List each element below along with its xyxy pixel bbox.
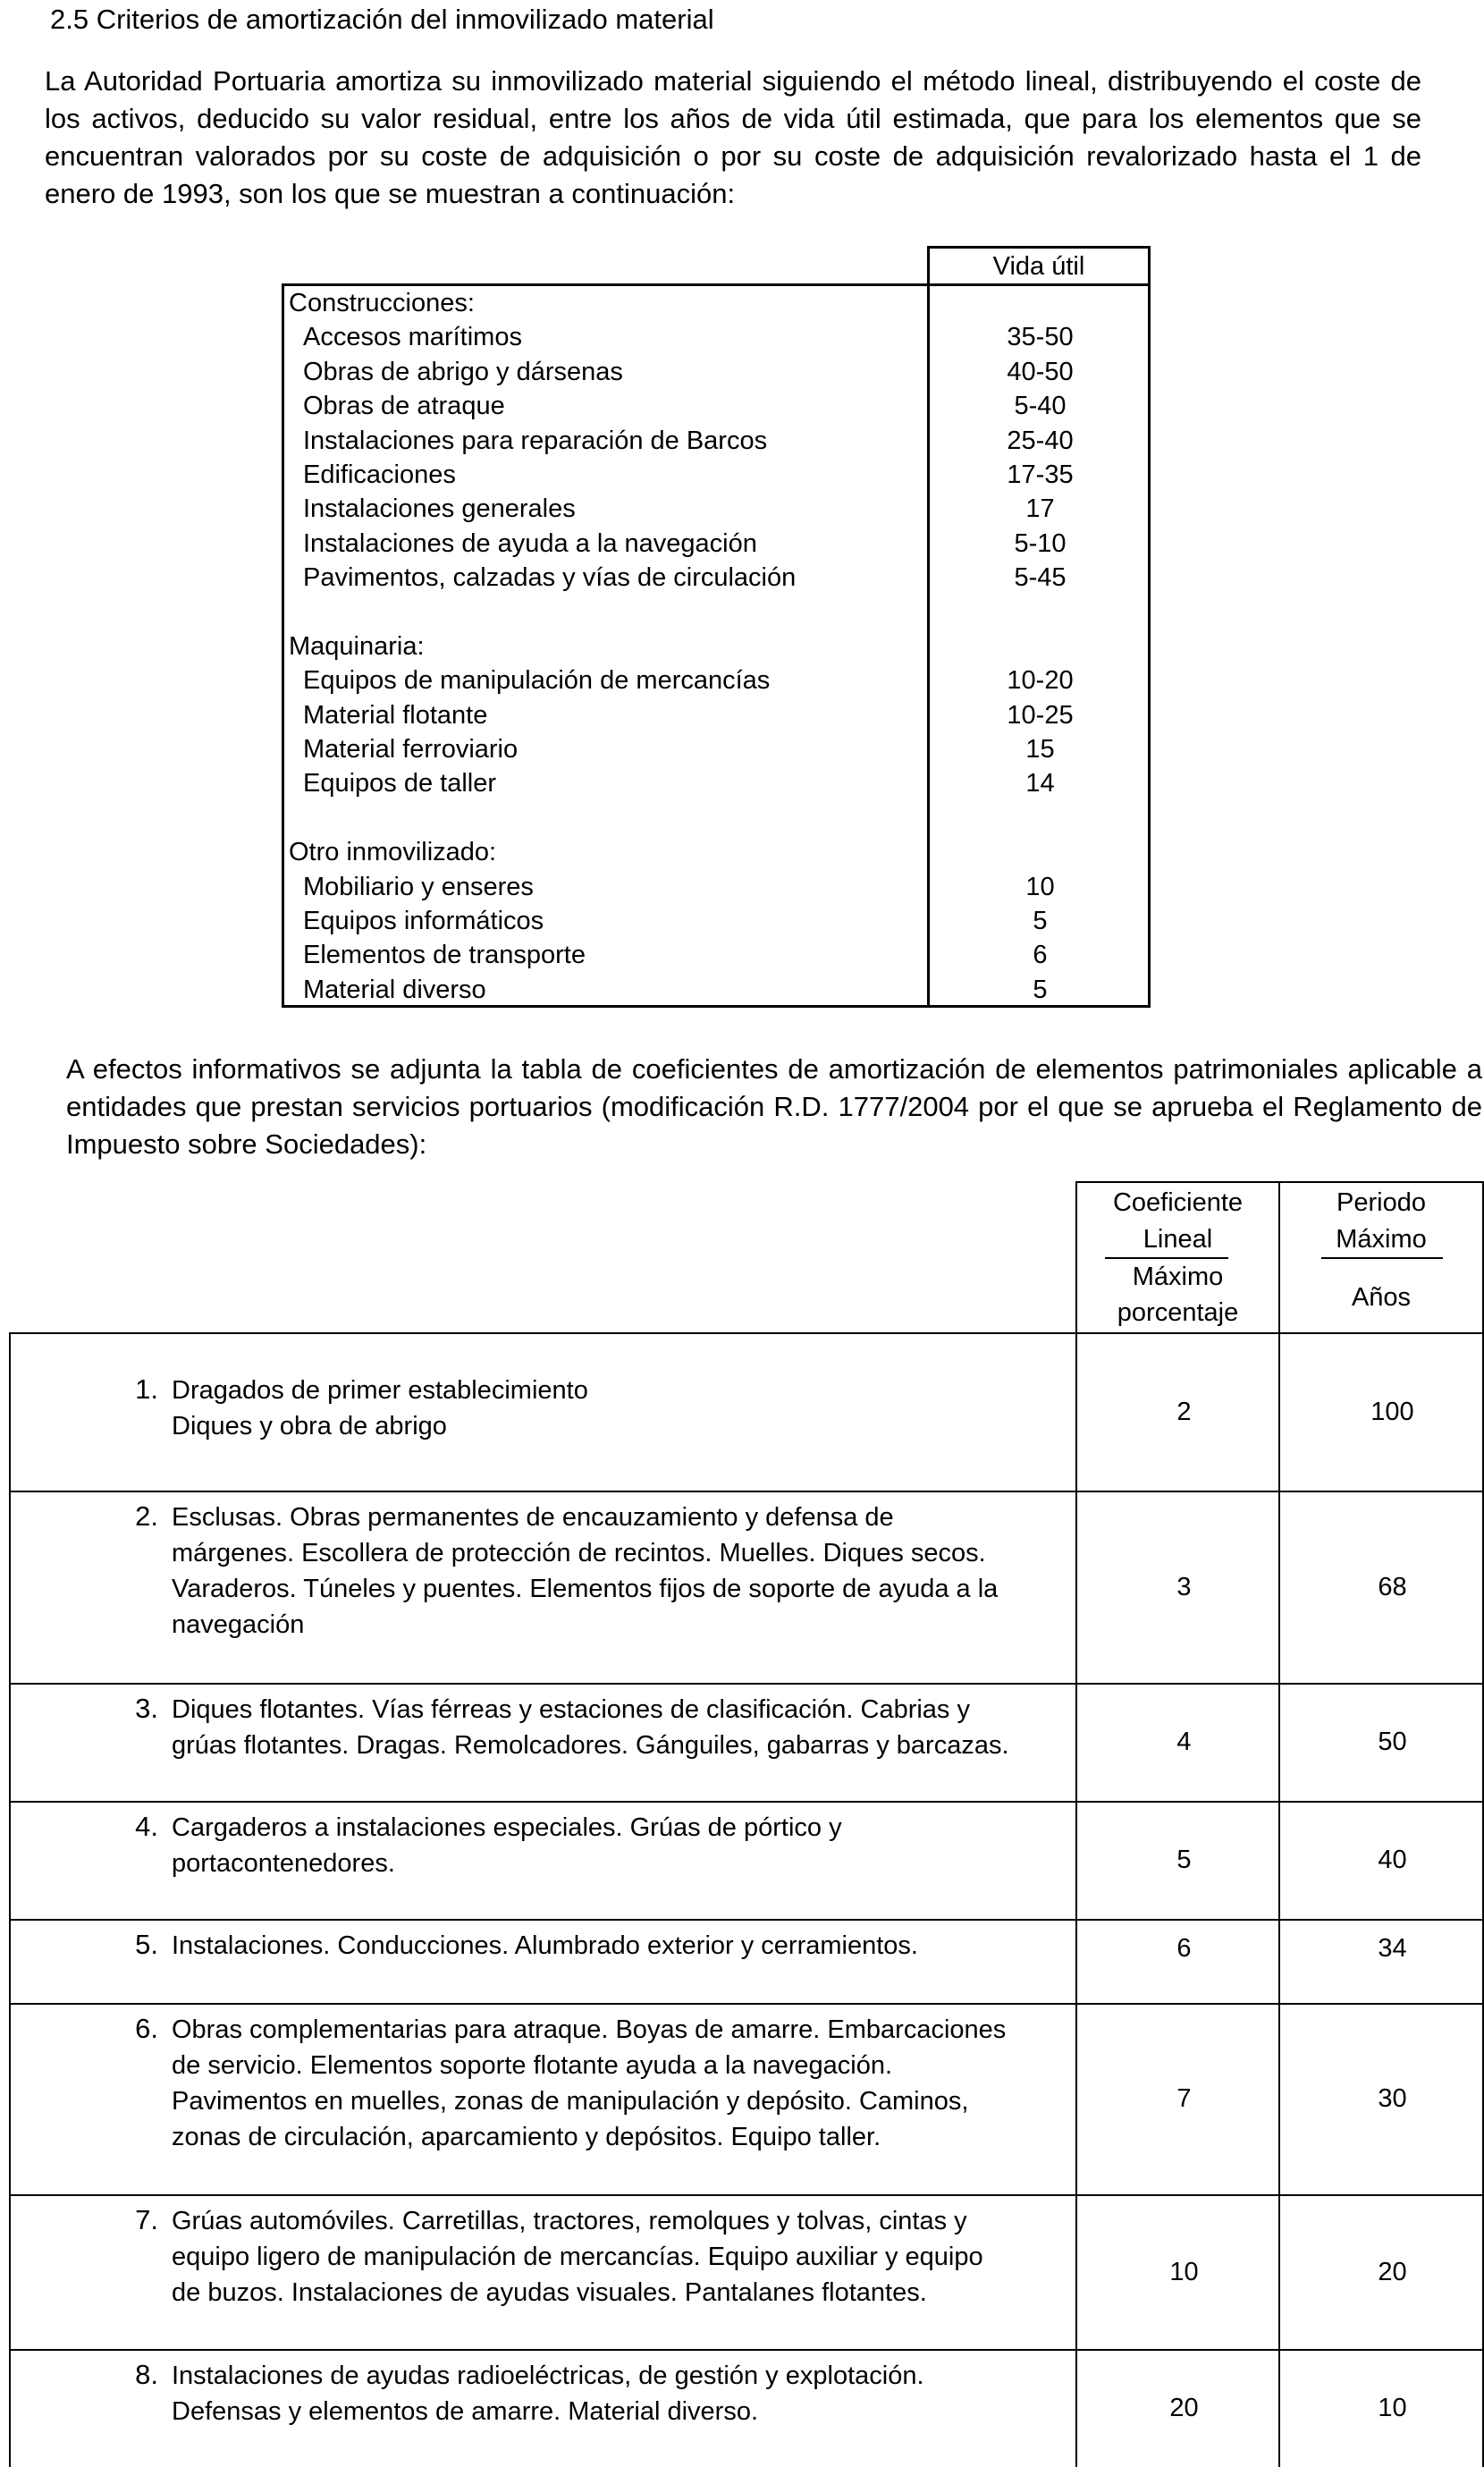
asset-label: Equipos de taller	[303, 769, 497, 798]
coefficient-value: 20	[1169, 2394, 1199, 2422]
asset-label: Material flotante	[303, 700, 488, 730]
asset-label: Mobiliario y enseres	[303, 872, 534, 901]
coef-header-1: Coeficiente	[1112, 1188, 1244, 1217]
asset-label: Instalaciones para reparación de Barcos	[303, 426, 768, 455]
description-line: Obras complementarias para atraque. Boyas de amarre. Embarcaciones	[172, 2015, 1007, 2044]
row-description	[172, 2012, 1075, 2155]
table-row	[11, 2194, 1484, 2349]
asset-label: Equipos informáticos	[303, 907, 544, 936]
useful-life-value: 25-40	[1007, 426, 1074, 455]
useful-life-value: 14	[1025, 769, 1055, 798]
row-number: 3.	[135, 1693, 158, 1724]
useful-life-value: 6	[1033, 941, 1048, 970]
asset-label: Equipos de manipulación de mercancías	[303, 666, 771, 696]
asset-label: Obras de atraque	[303, 392, 505, 421]
coefficient-value: 4	[1176, 1728, 1192, 1756]
row-number: 5.	[135, 1929, 158, 1960]
table-row	[11, 1801, 1484, 1919]
row-description	[172, 1692, 1075, 1763]
useful-life-value: 35-50	[1007, 323, 1074, 352]
period-value: 30	[1378, 2084, 1407, 2113]
table-row	[11, 2349, 1484, 2467]
period-header-1: Periodo	[1336, 1188, 1426, 1217]
period-value: 40	[1378, 1846, 1407, 1874]
description-line: Varaderos. Túneles y puentes. Elementos fijos de soporte de ayuda a la	[172, 1575, 999, 1603]
row-number: 2.	[135, 1500, 158, 1532]
description-line: de servicio. Elementos soporte flotante ayuda a la navegación.	[172, 2051, 893, 2080]
coefficient-value: 7	[1176, 2084, 1192, 2113]
description-line: Diques y obra de abrigo	[172, 1412, 447, 1440]
useful-life-header: Vida útil	[927, 246, 1151, 283]
period-value: 10	[1378, 2394, 1407, 2422]
header-underline	[1321, 1257, 1443, 1259]
useful-life-value: 10	[1025, 872, 1055, 901]
row-description	[172, 1500, 1075, 1643]
description-line: márgenes. Escollera de protección de recintos. Muelles. Diques secos.	[172, 1539, 986, 1567]
description-line: Defensas y elementos de amarre. Material diverso.	[172, 2397, 759, 2426]
description-line: Diques flotantes. Vías férreas y estaciones de clasificación. Cabrias y	[172, 1695, 970, 1724]
row-description	[172, 2358, 1075, 2429]
asset-label: Obras de abrigo y dársenas	[303, 357, 623, 386]
description-line: Cargaderos a instalaciones especiales. Grúas de pórtico y	[172, 1813, 842, 1842]
description-line: Instalaciones. Conducciones. Alumbrado exterior y cerramientos.	[172, 1931, 918, 1960]
row-number: 7.	[135, 2204, 158, 2235]
row-number: 1.	[135, 1373, 158, 1405]
row-description	[172, 1373, 1075, 1444]
coefficient-value: 10	[1169, 2258, 1199, 2286]
period-value: 68	[1378, 1573, 1407, 1601]
useful-life-value: 5	[1033, 975, 1048, 1004]
period-value: 34	[1378, 1934, 1407, 1963]
period-value: 20	[1378, 2258, 1407, 2286]
row-description	[172, 2203, 1075, 2311]
row-number: 6.	[135, 2013, 158, 2044]
useful-life-value: 17	[1025, 494, 1055, 524]
row-description	[172, 1810, 1075, 1881]
description-line: de buzos. Instalaciones de ayudas visuales. Pantalanes flotantes.	[172, 2278, 927, 2307]
useful-life-value: 10-20	[1007, 666, 1074, 696]
description-line: portacontenedores.	[172, 1849, 395, 1878]
description-line: grúas flotantes. Dragas. Remolcadores. Gánguiles, gabarras y barcazas.	[172, 1731, 1009, 1760]
description-line: zonas de circulación, aparcamiento y depósitos. Equipo taller.	[172, 2123, 881, 2151]
table-row	[11, 1332, 1484, 1491]
asset-label: Elementos de transporte	[303, 941, 586, 970]
period-header-3: Años	[1351, 1283, 1412, 1312]
asset-label: Instalaciones de ayuda a la navegación	[303, 528, 757, 558]
section-heading: 2.5 Criterios de amortización del inmovilizado material	[50, 4, 714, 35]
row-description	[172, 1928, 1075, 1964]
description-line: Pavimentos en muelles, zonas de manipulación y depósito. Caminos,	[172, 2087, 969, 2116]
coefficient-value: 3	[1176, 1573, 1192, 1601]
period-value: 50	[1378, 1728, 1407, 1756]
useful-life-value: 5	[1033, 907, 1048, 936]
row-number: 4.	[135, 1811, 158, 1842]
asset-label: Maquinaria:	[289, 631, 425, 661]
useful-life-value: 17-35	[1007, 460, 1074, 489]
table-row	[11, 1919, 1484, 2003]
useful-life-value: 5-10	[1014, 528, 1067, 558]
table-row	[11, 1683, 1484, 1801]
useful-life-value: 5-45	[1014, 563, 1067, 593]
asset-label: Material ferroviario	[303, 735, 519, 765]
asset-label: Accesos marítimos	[303, 323, 522, 352]
description-line: Grúas automóviles. Carretillas, tractores, remolques y tolvas, cintas y	[172, 2207, 967, 2235]
description-line: navegación	[172, 1610, 305, 1639]
table-row	[11, 2003, 1484, 2194]
table-row	[11, 1491, 1484, 1683]
asset-label: Pavimentos, calzadas y vías de circulación	[303, 563, 797, 593]
description-line: Dragados de primer establecimiento	[172, 1376, 588, 1405]
useful-life-value: 40-50	[1007, 357, 1074, 386]
coef-header-2: Lineal	[1143, 1225, 1213, 1254]
description-line: Esclusas. Obras permanentes de encauzamiento y defensa de	[172, 1503, 894, 1532]
useful-life-value: 5-40	[1014, 392, 1067, 421]
useful-life-value: 15	[1025, 735, 1055, 765]
info-paragraph: A efectos informativos se adjunta la tabla de coeficientes de amortización de elementos patrimoniales aplicable a entidades que prestan servicios portuarios (modificación R.D. 1777/2004 por el que se aprueba el Reglamento de Impuesto sobre Sociedades):	[66, 1053, 1482, 1160]
asset-label: Instalaciones generales	[303, 494, 576, 524]
row-number: 8.	[135, 2359, 158, 2390]
asset-label: Edificaciones	[303, 460, 456, 489]
coef-header-3: Máximo	[1132, 1263, 1224, 1291]
coefficient-value: 6	[1176, 1934, 1192, 1963]
period-value: 100	[1370, 1398, 1414, 1426]
asset-label: Otro inmovilizado:	[289, 838, 497, 867]
intro-paragraph: La Autoridad Portuaria amortiza su inmovilizado material siguiendo el método lineal, distribuyendo el coste de los activos, deducido su valor residual, entre los años de vida útil estimada, que para los elementos que se encuentran valorados por su coste de adquisición o por su coste de adquisición revalorizado hasta el 1 de enero de 1993, son los que se muestran a continuación:	[45, 65, 1421, 209]
asset-label: Construcciones:	[289, 289, 475, 317]
description-line: equipo ligero de manipulación de mercancías. Equipo auxiliar y equipo	[172, 2243, 983, 2271]
coef-header-4: porcentaje	[1117, 1298, 1239, 1327]
useful-life-value: 10-25	[1007, 700, 1074, 730]
coefficient-value: 5	[1176, 1846, 1192, 1874]
description-line: Instalaciones de ayudas radioeléctricas, de gestión y explotación.	[172, 2361, 924, 2390]
asset-label: Material diverso	[303, 975, 486, 1004]
period-header-2: Máximo	[1336, 1225, 1427, 1254]
coefficient-value: 2	[1176, 1398, 1192, 1426]
